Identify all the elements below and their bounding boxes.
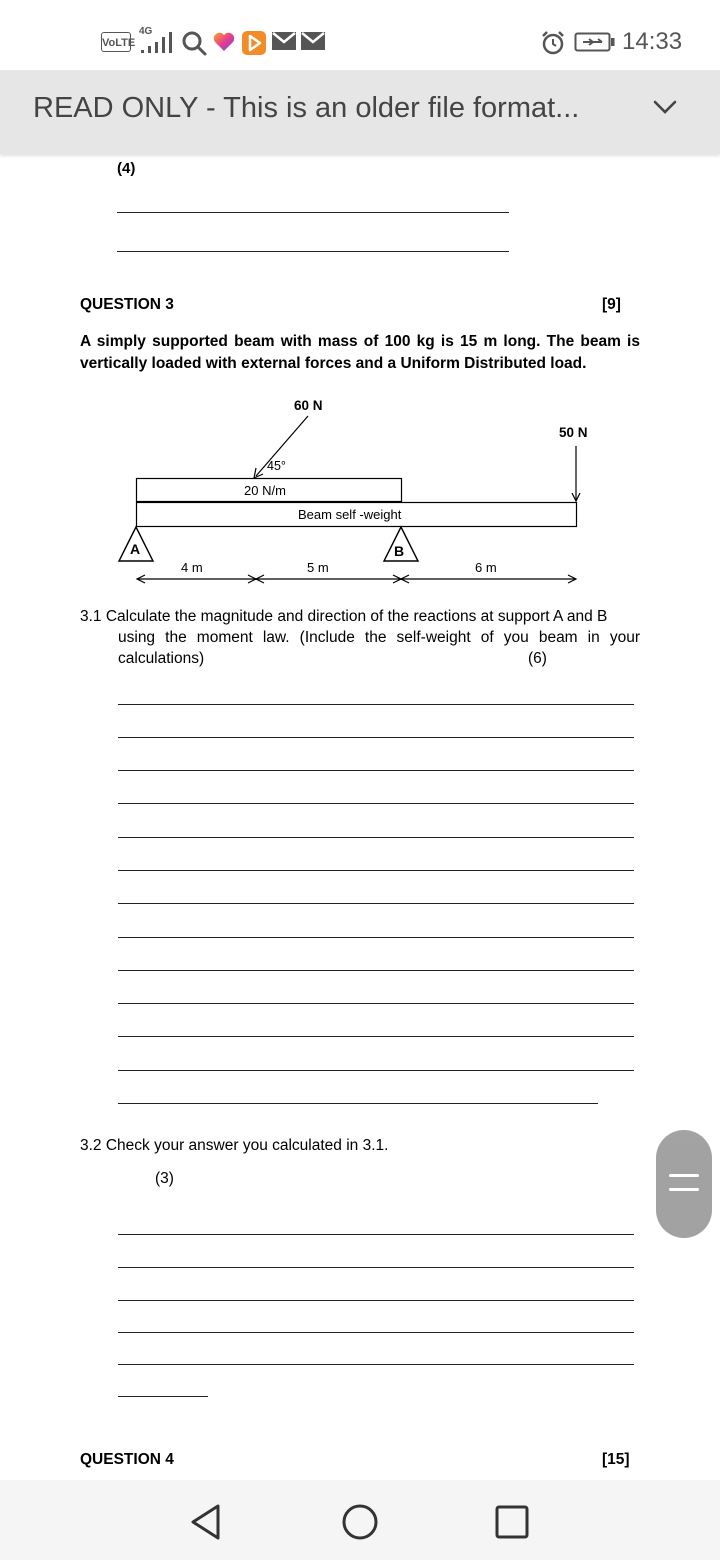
q31-line-1: 3.1 Calculate the magnitude and direction of the reactions at support A and B <box>80 608 608 625</box>
answer-line <box>118 1396 208 1397</box>
question-3-2-marks: (3) <box>155 1170 174 1187</box>
battery-charging-icon <box>574 30 616 54</box>
answer-line <box>118 1300 634 1301</box>
question-3-1-text <box>80 606 640 669</box>
alarm-icon <box>540 30 566 56</box>
udl-label: 20 N/m <box>244 483 286 498</box>
mail-icon <box>300 30 326 52</box>
q31-line-3-text: calculations) <box>118 650 205 667</box>
answer-line <box>118 1036 634 1037</box>
answer-line <box>118 1364 634 1365</box>
dimension-6m: 6 m <box>475 560 497 575</box>
answer-line <box>118 1267 634 1268</box>
answer-line <box>118 903 634 904</box>
answer-line <box>118 803 634 804</box>
answer-line <box>118 970 634 971</box>
read-only-banner[interactable] <box>0 70 720 154</box>
answer-line <box>118 837 634 838</box>
prev-question-marks: (4) <box>117 160 136 177</box>
fast-scroll-handle[interactable] <box>656 1130 712 1238</box>
home-icon[interactable] <box>338 1500 382 1544</box>
answer-line <box>118 937 634 938</box>
play-app-icon <box>241 30 267 56</box>
back-icon[interactable] <box>184 1500 228 1544</box>
answer-line <box>118 1103 598 1104</box>
question-4-marks: [15] <box>602 1451 630 1468</box>
support-b-label: B <box>394 543 405 559</box>
question-3-marks: [9] <box>602 296 621 313</box>
question-3-1-marks: (6) <box>528 650 547 667</box>
beam-label: Beam self -weight <box>298 507 402 522</box>
mail-icon <box>271 30 297 52</box>
beam-diagram <box>0 390 720 590</box>
heart-app-icon <box>212 30 236 54</box>
angle-label: 45° <box>267 459 286 473</box>
handle-grip <box>669 1174 699 1177</box>
search-icon <box>181 30 207 56</box>
read-only-message: READ ONLY - This is an older file format... <box>33 92 580 124</box>
answer-line <box>118 770 634 771</box>
answer-line <box>118 1332 634 1333</box>
q31-line-3 <box>80 648 640 669</box>
recents-icon[interactable] <box>490 1500 534 1544</box>
answer-line <box>118 1003 634 1004</box>
dimension-4m: 4 m <box>181 560 203 575</box>
handle-grip <box>669 1188 699 1191</box>
dimension-5m: 5 m <box>307 560 329 575</box>
status-bar <box>0 0 720 70</box>
force-50-label: 50 N <box>559 425 588 440</box>
answer-line <box>117 251 509 252</box>
question-4-title: QUESTION 4 <box>80 1451 174 1468</box>
q31-line-2: using the moment law. (Include the self-weight of you beam in your <box>118 629 640 646</box>
signal-icon <box>139 31 175 55</box>
clock: 14:33 <box>622 28 683 55</box>
answer-line <box>118 870 634 871</box>
answer-line <box>118 704 634 705</box>
question-3-2-text: 3.2 Check your answer you calculated in 3.1. <box>80 1137 389 1154</box>
chevron-down-icon[interactable] <box>652 98 678 116</box>
question-3-intro: A simply supported beam with mass of 100 kg is 15 m long. The beam is vertically loaded with external forces and a Uniform Distributed load. <box>80 333 640 372</box>
answer-line <box>118 1070 634 1071</box>
support-a-label: A <box>130 541 141 557</box>
answer-line <box>118 737 634 738</box>
question-3-title: QUESTION 3 <box>80 296 174 313</box>
network-type: 4G <box>139 26 153 37</box>
volte-badge: VoLTE <box>101 32 131 52</box>
force-60-label: 60 N <box>294 398 323 413</box>
answer-line <box>118 1234 634 1235</box>
answer-line <box>117 212 509 213</box>
navigation-bar <box>0 1480 720 1560</box>
